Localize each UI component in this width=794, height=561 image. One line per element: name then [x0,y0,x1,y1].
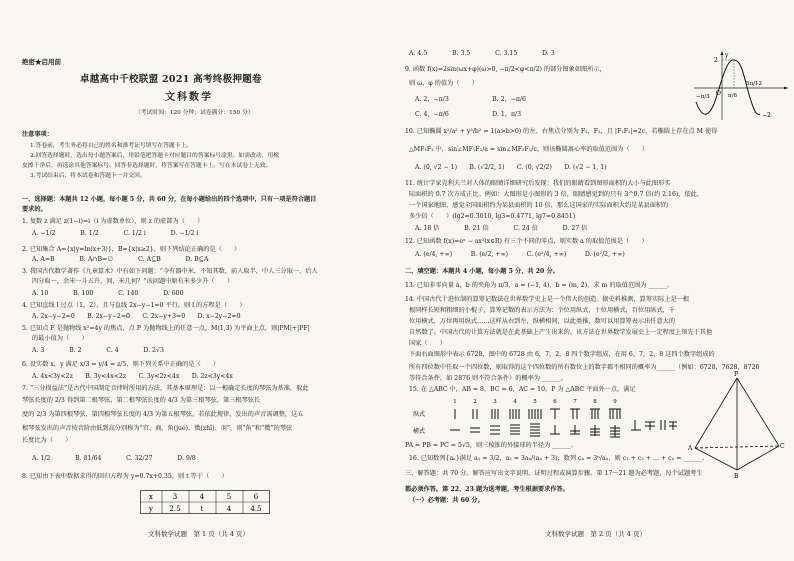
question-15-cont: 16. 已知数列{aₙ}满足 a₁ = 3/2，a₂ = 3aₙ/(aₙ + 3)，数列 cₙ = 3ⁿ/aₙ，则 c₁ + c₂ + … + cₙ = ______。 [409,455,709,462]
question-11-cont: 际面积的 0.7 次方成正比。例如：大图形是小图形的 3 倍，眼睛感觉到的只有 3^0.7 倍(约 2.16)，依此， [409,191,704,198]
note-line: 皮擦干净后，再选涂其他答案标号。回答非选择题时，将答案写在答题卡上。写在本试卷上无效。 [22,163,272,169]
rod-digit: 8 [593,399,597,405]
question-6: 6. 设实数 x，y 满足 x/3 = y/4 = z/5，则下列关系中正确的是（ ） [22,361,220,368]
question-14-cont: 等符合条件，如 2876 则不符合条件）的概率为 ______。 [409,375,567,382]
table-header-x: x [149,493,153,501]
rod-digit: 2 [473,399,477,405]
question-16: 三、解答题：共 70 分。解答应写出文字说明、证明过程或演算步骤。第 17～21 题为必考题，每个试题考生 [405,470,703,477]
question-11: 11. 统计学家克利夫兰对人体的眼睛详细研究后发现：我们的眼睛看到图形面积的大小与此图形实 [405,180,671,187]
question-1: 1. 复数 z 满足 z(1−i)=i（i 为虚数单位），则 z 的虚部为（ ） [22,218,204,225]
question-4-options: A. 2x−y−2=0 B. 2x−y−2=0 C. 2x−y+3=0 D. x−2y−2=0 [32,313,241,320]
question-14-cont: 下面右面图形中表示 6728，图中的 6728 由 6，7，2，8 四个数字组成，在用 6，7，2，8 这四个数字组成的 [409,351,715,358]
table-cell: t [200,505,204,513]
question-11-cont: 多少倍（ ）(lg2≈0.3010, lg3≈0.4771, lg7≈0.8451) [409,213,576,220]
question-14: 14. 中国古代十进位制的算筹记数法在世界数学史上是一个伟大的创造。据史料推测，算筹实际上是一根 [405,296,690,303]
question-2-options: A. A=B B. A∩B=∅ C. A⊆B D. B⊆A [32,256,209,263]
question-6-options: A. 4x<3y<2z B. 3y<4x<2z C. 3y<2z<4x D. 2z<3y<4x [32,373,233,380]
graph-y-label: y [725,52,729,59]
question-9-cont: 则 ω，φ 的值为（ ） [409,80,478,87]
graph-min: −2 [762,112,771,119]
question-14-cont: 根同样长短和粗细的小棍子，算筹记数的表示方法为：个位用纵式，十位用横式，百位用纵式，千 [409,307,676,314]
question-10-cont: △MF₁F₂ 中，sin∠MF₁F₂/a = sin∠MF₂F₁/c，则该椭圆离心率的取值范围为（ ） [409,146,649,153]
rod-row-label: 纵式 [413,411,426,418]
table-cell: 4 [199,493,205,501]
graph-tick: 5π/12 [746,81,762,87]
graph-tick: −π/3 [696,94,710,100]
question-14-cont: 国家（ ） [409,340,447,347]
section-heading-cont: （一）必考题：共 60 分。 [409,497,484,504]
section-heading: 都必须作答。第 22、23 题为选考题，考生根据要求作答。 [405,486,569,493]
exam-page-2 [397,0,794,561]
graph-max: 2 [714,57,718,64]
question-5-options: A. 3 B. 2 C. 4 D. 2√3 [32,347,164,354]
exam-subtitle: 文科数学 [165,92,213,103]
note-line: 2.回答选择题时，选出每小题答案后，用铅笔把答题卡对应题目的答案标号涂黑。如需改动，用橡 [30,153,280,159]
table-cell: 4.5 [250,505,262,513]
note-line: 3.考试结束后，将本试卷和答题卡一并交回。 [30,173,146,179]
section-heading: 二、填空题：本题共 4 小题，每小题 5 分，共 20 分。 [405,268,559,275]
section-heading: 一、选择题：本题共 12 小题，每小题 5 分，共 60 分，在每小题给出的四个选项中，只有一项是符合题目 [22,196,317,203]
table-cell: 4 [226,505,232,513]
page-footer: 文科数学试题 第 2 页（共 4 页） [544,530,647,538]
vertex-label: C [780,443,785,450]
question-14-cont: 自然数了。中国古代的计算方法就是在此基础上产生出来的，该方法在世界数学发展史上一定程度上领先于其他 [409,329,713,336]
secret-mark: 绝密★启用前 [22,58,61,66]
question-7-cont: 长度比为（ ） [22,437,72,444]
table-header-y: y [149,505,153,513]
page-footer: 文科数学试题 第 1 页（共 4 页） [147,530,250,538]
graph-origin: O [716,90,721,97]
question-5: 5. 已知点 F 是抛物线 x²=4y 的焦点，点 P 为抛物线上的任意一点，M(1,3) 为平面上点，则|PM|+|PF| [22,325,310,332]
vertex-label: P [734,371,739,378]
question-9-options: A. 2，−π/3 B. 2，−π/6 [415,96,526,103]
question-14-cont: 15. 在 △ABC 中，AB = 8，BC = 6，AC = 10，P 为 △ABC 平面外一点，满足 [409,386,636,393]
pyramid-figure [687,370,787,480]
question-8: 8. 已知由下表中数据求得的回归方程为 y=0.7x+0.35，则 t 等于（ ） [22,473,228,480]
question-14-cont: 所有四位数中任取一个四位数，则取得的这个四位数的所有数位上的数字都不相同的概率为______（例如：6728，7628，8726 [409,364,760,371]
exam-info: （考试时间：120 分钟；试卷满分：150 分） [135,110,254,116]
question-10-options: A. (0, √2 − 1) B. (√2/2, 1) C. (0, √2/2) D. (√2 − 1, 1) [415,164,607,171]
question-13: 13. 已知非零向量 a，b 的夹角为 π/3，a = (−1, 4)，b = (m, 2)，求 m 的取值范围为 ______。 [405,282,674,289]
question-8-options: A. 4.5 B. 3.5 C. 3.15 D. 3 [409,50,555,57]
question-7: 7. “三分损益法”是古代中国制定音律时所用的方法，其基本原理是：以一根确定长度的琴弦为基准，取此 [22,385,309,392]
rod-digit: 7 [573,399,577,405]
regression-table [140,490,270,514]
question-5-cont: 的最小值为（ ） [32,335,88,342]
question-12: 12. 已知函数 f(x)=eˣ − ax²(x∈R) 有三个不同的零点，则实数 a 的取值范围是（ ） [405,238,648,245]
rod-digit: 5 [533,399,537,405]
section-heading-cont: 要求的。 [22,206,47,213]
sine-graph [692,48,790,124]
question-4: 4. 已知直线 l 过点（1，2），且与直线 2x−y−1=0 平行，则 l 的方程是（ ） [22,302,246,309]
question-10: 10. 已知椭圆 x²/a² + y²/b² = 1(a>b>0) 的左、右焦点分别为 F₁，F₂，且 |F₁F₂|=2c，若椭圆上存在点 M 使得 [405,128,718,135]
graph-tick: π/6 [728,93,737,99]
question-3-options: A. 10 B. 100 C. 140 D. 600 [32,290,184,297]
question-7-cont: 度的 2/3 为第四根琴弦，第四根琴弦长度的 4/3 为第五根琴弦。若依此规律，发出的声音需调整，这五 [22,411,304,418]
vertex-label: A [688,445,693,452]
question-7-cont: 根琴弦发出的声音按音阶由低到高分别称为“宫、商、角(jué)、徵(zhǐ)、羽”，则“角”和“徵”的琴弦 [22,425,293,432]
rod-digit: 6 [553,399,557,405]
counting-rods-figure [409,396,679,440]
table-cell: 5 [226,493,232,501]
question-11-options: A. 18 倍 B. 21 倍 C. 24 倍 D. 27 倍 [415,225,588,232]
question-15: PA = PB = PC = 5√5，则三棱锥的外接球的半径为 ______。 [405,442,577,449]
rod-digit: 3 [493,399,497,405]
question-14-cont: 位用横式，万位再用纵式……这样从右到左，纵横相间，以此类推，数可以用算筹表示出任意大的 [409,318,676,325]
table-cell: 2.5 [169,505,181,513]
question-9-options: C. 4，−π/6 D. 1，π/3 [415,111,522,118]
note-line: 1.答卷前，考生务必将自己的姓名和准考证号填写在答题卡上。 [30,143,193,149]
rod-digit: 1 [453,399,457,405]
table-cell: 6 [253,493,259,501]
notes-heading: 注意事项： [22,131,53,138]
question-12-options: A. (e/4, +∞) B. (e/2, +∞) C. (e²/4, +∞) D. (e²/2, +∞) [415,251,625,258]
question-1-options: A. −1/2 B. 1/2 C. 1/2 i D. −1/2 i [32,230,199,237]
question-11-cont: 一个国家地图，感觉全国面积约为某县面积的 10 倍，那么这国家的实际面积大约是某县面积的 [409,202,669,209]
question-2: 2. 已知集合 A={x|y=ln(x+3)}，B={x|x≥2}，则下列结论正确的是（ ） [22,246,241,253]
question-3: 3. 我国古代数学著作《九章算术》中有如下问题：“今有器中米，不知其数，前人取半，中人三分取一，后人 [22,268,318,275]
question-7-cont: 琴弦长度的 2/3 得到第二根琴弦，第二根琴弦长度的 4/3 为第三根琴弦，第三根琴弦长 [22,397,261,404]
table-cell: 3 [172,493,178,501]
exam-title: 卓越高中千校联盟 2021 高考终极押题卷 [80,74,262,85]
rod-digit: 9 [613,399,617,405]
vertex-label: B [734,473,739,480]
question-9: 9. 函数 f(x)=2sin(ωx+φ)(ω>0, −π/2<φ<π/2) 的部分图象如图所示， [405,66,606,73]
rod-digit: 4 [513,399,517,405]
question-3-cont: 四分取一，余米一斗五升，问，米几何？”该问题中原有米多少升（ ） [32,278,234,285]
question-7-options: A. 1/2 B. 81/64 C. 32/27 D. 9/8 [32,455,196,462]
rod-row-label: 横式 [413,428,426,435]
